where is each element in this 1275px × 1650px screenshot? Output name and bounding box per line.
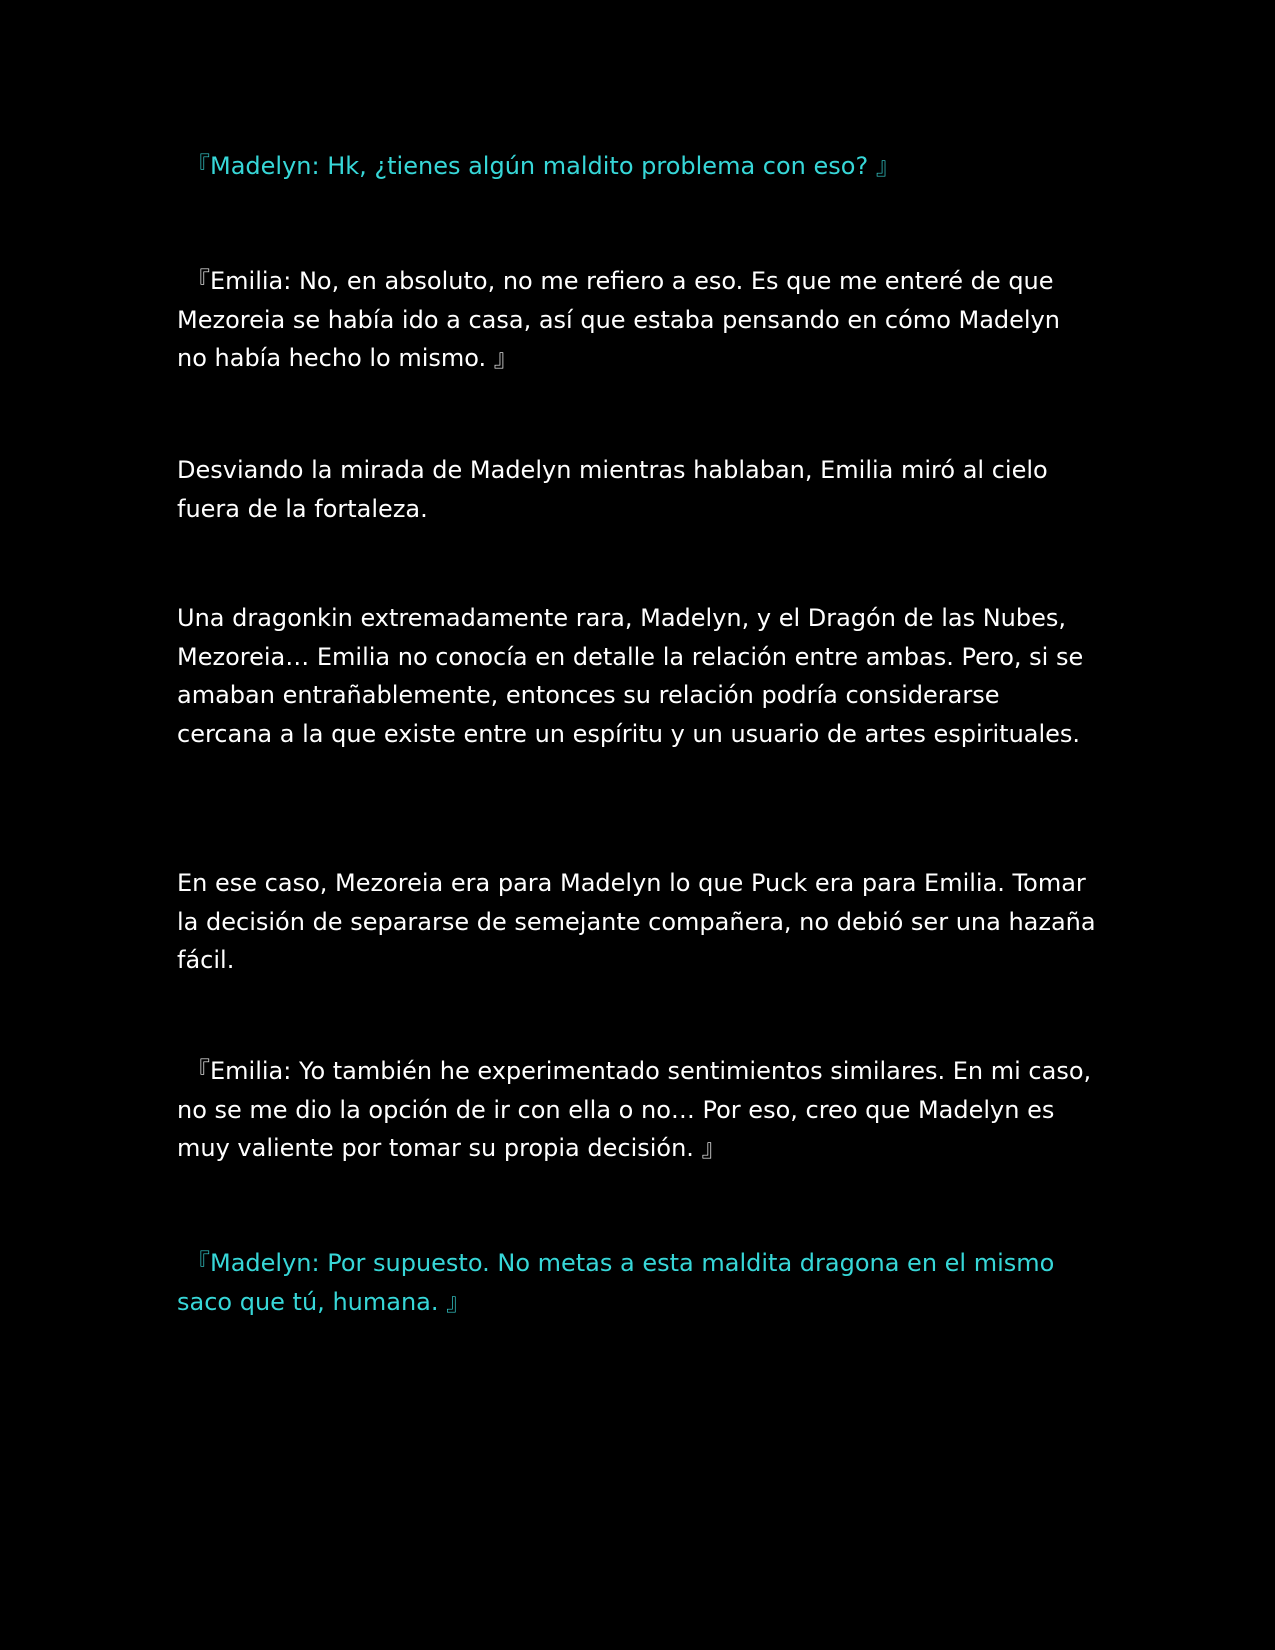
dialogue-madelyn-2: 『Madelyn: Por supuesto. No metas a esta maldita dragona en el mismo saco que tú, humana. 』 (177, 1249, 1055, 1316)
narration-paragraph-1: Desviando la mirada de Madelyn mientras hablaban, Emilia miró al cielo fuera de la fortaleza. (177, 456, 1048, 523)
dialogue-emilia-1: 『Emilia: No, en absoluto, no me refiero a eso. Es que me enteré de que Mezoreia se había ido a casa, así que estaba pensando en cómo Madelyn no había hecho lo mismo. 』 (177, 267, 1060, 372)
dialogue-emilia-2: 『Emilia: Yo también he experimentado sentimientos similares. En mi caso, no se me dio la opción de ir con ella o no… Por eso, creo que Madelyn es muy valiente por tomar su propia decisión. 』 (177, 1057, 1092, 1162)
narration-paragraph-3: En ese caso, Mezoreia era para Madelyn lo que Puck era para Emilia. Tomar la decisión de separarse de semejante compañera, no debió ser una hazaña fácil. (177, 869, 1096, 974)
dialogue-madelyn-1: 『Madelyn: Hk, ¿tienes algún maldito problema con eso? 』 (186, 152, 900, 180)
narration-paragraph-2: Una dragonkin extremadamente rara, Madelyn, y el Dragón de las Nubes, Mezoreia… Emilia no conocía en detalle la relación entre ambas. Pero, si se amaban entrañablemente, entonces su relación podría considerarse cercana a la que existe entre un espíritu y un usuario de artes espirituales. (177, 604, 1084, 748)
